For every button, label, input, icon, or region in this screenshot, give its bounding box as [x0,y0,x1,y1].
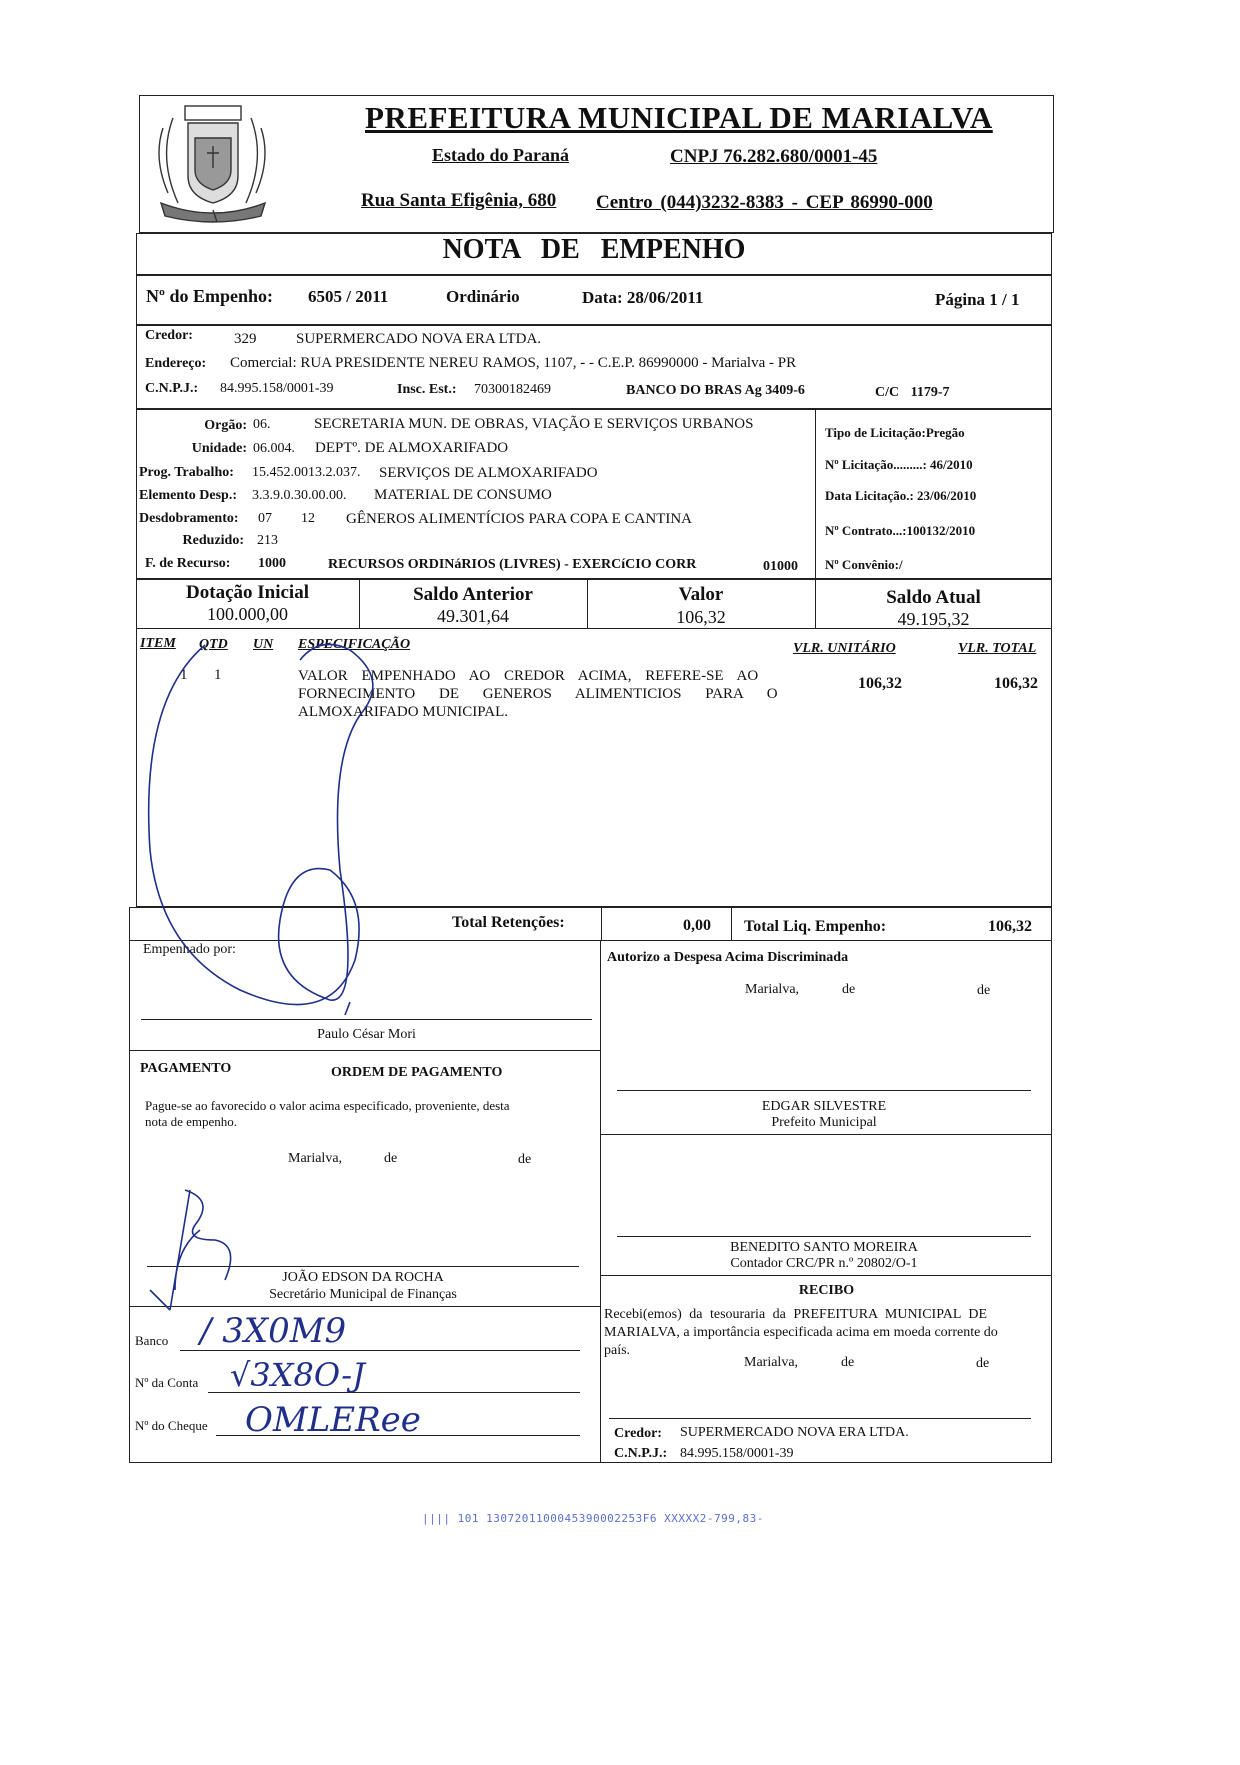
cc-info: C/C 1179-7 [875,385,950,400]
desd-label: Desdobramento: [139,511,239,526]
recibo-text-2: MARIALVA, a importância especificada acima em moeda corrente do [604,1325,998,1340]
fonte-label: F. de Recurso: [145,556,231,571]
recibo-credor: SUPERMERCADO NOVA ERA LTDA. [680,1425,909,1440]
contador-role: Contador CRC/PR n.º 20802/O-1 [730,1256,918,1271]
item-1-desc-2: FORNECIMENTO DE GENEROS ALIMENTICIOS PARA O [298,686,778,702]
desd-code1: 07 [258,511,272,526]
empenhado-label: Empenhado por: [143,942,236,957]
item-1-desc-1: VALOR EMPENHADO AO CREDOR ACIMA, REFERE-SE AO [298,668,759,684]
col-vtotal: VLR. TOTAL [958,641,1037,656]
prefeito-sep [601,1134,1052,1135]
elem-name: MATERIAL DE CONSUMO [374,487,552,503]
ordem-label: ORDEM DE PAGAMENTO [331,1065,503,1080]
recibo-text-1: Recebi(emos) da tesouraria da PREFEITURA MUNICIPAL DE [604,1307,988,1322]
empenho-label: Nº do Empenho: [146,286,273,306]
contador-sep [601,1275,1052,1276]
insc-value: 70300182469 [474,382,551,397]
unidade-code: 06.004. [253,441,295,456]
totals-div1 [601,907,602,941]
contador-sig-line [617,1236,1031,1237]
saldo-atual-value: 49.195,32 [897,609,970,629]
right-lower [601,941,1052,1463]
header-state: Estado do Paraná [432,145,570,165]
banco-label: Banco [135,1333,169,1348]
lic-contrato: Nº Contrato...:100132/2010 [825,523,976,538]
item-1-item: 1 [180,667,188,683]
saldo-anterior-label: Saldo Anterior [413,584,533,605]
elem-label: Elemento Desp.: [139,488,237,503]
col-qtd: QTD [199,637,228,652]
secretario-role: Secretário Municipal de Finanças [269,1287,457,1302]
col-espec: ESPECIFICAÇÃO [298,637,411,652]
contador-name: BENEDITO SANTO MOREIRA [730,1240,918,1255]
pagamento-place: Marialva, [288,1151,343,1166]
valor-value: 106,32 [676,607,726,627]
col-vunit: VLR. UNITÁRIO [793,641,896,656]
desd-code2: 12 [301,511,315,526]
recibo-label: RECIBO [798,1283,855,1298]
autorizo-de2: de [977,983,991,998]
orgao-name: SECRETARIA MUN. DE OBRAS, VIAÇÃO E SERVIÇOS URBANOS [314,416,754,432]
total-retencoes-value: 0,00 [683,917,711,934]
empenho-type: Ordinário [446,287,520,306]
dotacao-label: Dotação Inicial [186,582,309,603]
header-address: Rua Santa Efigênia, 680 [361,190,557,211]
recibo-de1: de [841,1355,855,1370]
orgao-code: 06. [253,417,271,432]
empenhado-name: Paulo César Mori [317,1027,416,1042]
saldo-anterior-value: 49.301,64 [437,606,509,626]
fonte-code: 1000 [258,556,286,571]
col-un: UN [253,637,274,652]
recibo-de2: de [976,1356,990,1371]
totals-row [129,907,1052,941]
totals-div2 [731,907,732,941]
recibo-text-3: país. [604,1343,631,1358]
banco-handwritten: / 3X0M9 [200,1311,347,1351]
reduzido-label: Reduzido: [182,533,244,548]
pagamento-text-2: nota de empenho. [145,1114,238,1129]
elem-code: 3.3.9.0.30.00.00. [252,488,347,503]
prog-label: Prog. Trabalho: [139,465,234,480]
recibo-sig-line [609,1418,1031,1419]
secretario-sig-line [147,1266,579,1267]
endereco-value: Comercial: RUA PRESIDENTE NEREU RAMOS, 1107, - - C.E.P. 86990000 - Marialva - PR [230,355,797,371]
col-item: ITEM [140,636,176,651]
lic-numero: Nº Licitação.........: 46/2010 [825,457,973,472]
prefeito-name: EDGAR SILVESTRE [761,1099,887,1114]
orgao-label: Orgão: [204,418,247,433]
lic-tipo: Tipo de Licitação:Pregão [825,425,965,440]
empenhado-sep [129,1050,601,1051]
endereco-label: Endereço: [145,356,207,371]
reduzido-value: 213 [257,533,278,548]
pagamento-text-1: Pague-se ao favorecido o valor acima especificado, proveniente, desta [145,1098,510,1113]
coat-of-arms-icon [143,98,283,228]
header-cnpj: CNPJ 76.282.680/0001-45 [670,146,878,167]
empenho-page: Página 1 / 1 [935,290,1020,309]
credor-name: SUPERMERCADO NOVA ERA LTDA. [296,331,542,347]
pagamento-de2: de [518,1152,532,1167]
prefeito-sig-line [617,1090,1031,1091]
cheque-label: Nº do Cheque [135,1418,208,1433]
pagamento-label: PAGAMENTO [140,1061,232,1076]
saldo-atual-label: Saldo Atual [886,587,981,608]
empenhado-sig-line [141,1019,592,1020]
insc-label: Insc. Est.: [397,382,457,397]
classif-divider [815,409,816,579]
total-liq-label: Total Liq. Empenho: [744,918,887,935]
item-1-vtotal: 106,32 [994,675,1038,692]
empenho-date: Data: 28/06/2011 [582,288,704,307]
item-1-vunit: 106,32 [858,675,902,692]
prefeito-role: Prefeito Municipal [771,1115,877,1130]
total-liq-value: 106,32 [988,918,1032,935]
recibo-place: Marialva, [744,1355,799,1370]
conta-handwritten: √3X8O-J [230,1356,365,1394]
item-1-desc-3: ALMOXARIFADO MUNICIPAL. [298,704,509,720]
header-title: PREFEITURA MUNICIPAL DE MARIALVA [365,100,993,135]
lic-data: Data Licitação.: 23/06/2010 [825,488,977,503]
valor-label: Valor [678,584,724,605]
item-1-qtd: 1 [214,667,222,683]
unidade-label: Unidade: [191,441,247,456]
footer-code: |||| 101 1307201100045390002253F6 XXXXX2-799,83- [422,1512,764,1525]
recibo-cnpj-label: C.N.P.J.: [614,1446,668,1461]
lic-convenio: Nº Convênio:/ [825,557,903,572]
empenho-number: 6505 / 2011 [308,287,389,306]
total-retencoes-label: Total Retenções: [452,914,565,931]
pagamento-de1: de [384,1151,398,1166]
prog-name: SERVIÇOS DE ALMOXARIFADO [379,465,598,481]
unidade-name: DEPTº. DE ALMOXARIFADO [315,440,509,456]
cnpj-value: 84.995.158/0001-39 [220,381,334,396]
autorizo-place: Marialva, [745,982,800,997]
bank-info: BANCO DO BRAS Ag 3409-6 [626,383,805,398]
recibo-credor-label: Credor: [614,1426,662,1441]
secretario-sep [129,1306,601,1307]
fonte-code2: 01000 [763,559,798,574]
cheque-handwritten: OMLERee [245,1400,421,1440]
recibo-cnpj: 84.995.158/0001-39 [680,1446,794,1461]
secretario-name: JOÃO EDSON DA ROCHA [282,1270,444,1285]
cnpj-label: C.N.P.J.: [145,381,199,396]
autorizo-de1: de [842,982,856,997]
credor-code: 329 [234,331,257,347]
dotacao-value: 100.000,00 [207,604,288,624]
fonte-name: RECURSOS ORDINáRIOS (LIVRES) - EXERCíCIO CORR [328,557,697,572]
desd-name: GÊNEROS ALIMENTÍCIOS PARA COPA E CANTINA [346,511,693,527]
autorizo-label: Autorizo a Despesa Acima Discriminada [607,950,849,965]
credor-label: Credor: [145,328,193,343]
header-address-rest: Centro (044)3232-8383 - CEP 86990-000 [596,192,933,213]
doc-title: NOTA DE EMPENHO [442,234,746,265]
conta-label: Nº da Conta [135,1375,199,1390]
prog-code: 15.452.0013.2.037. [252,465,361,480]
